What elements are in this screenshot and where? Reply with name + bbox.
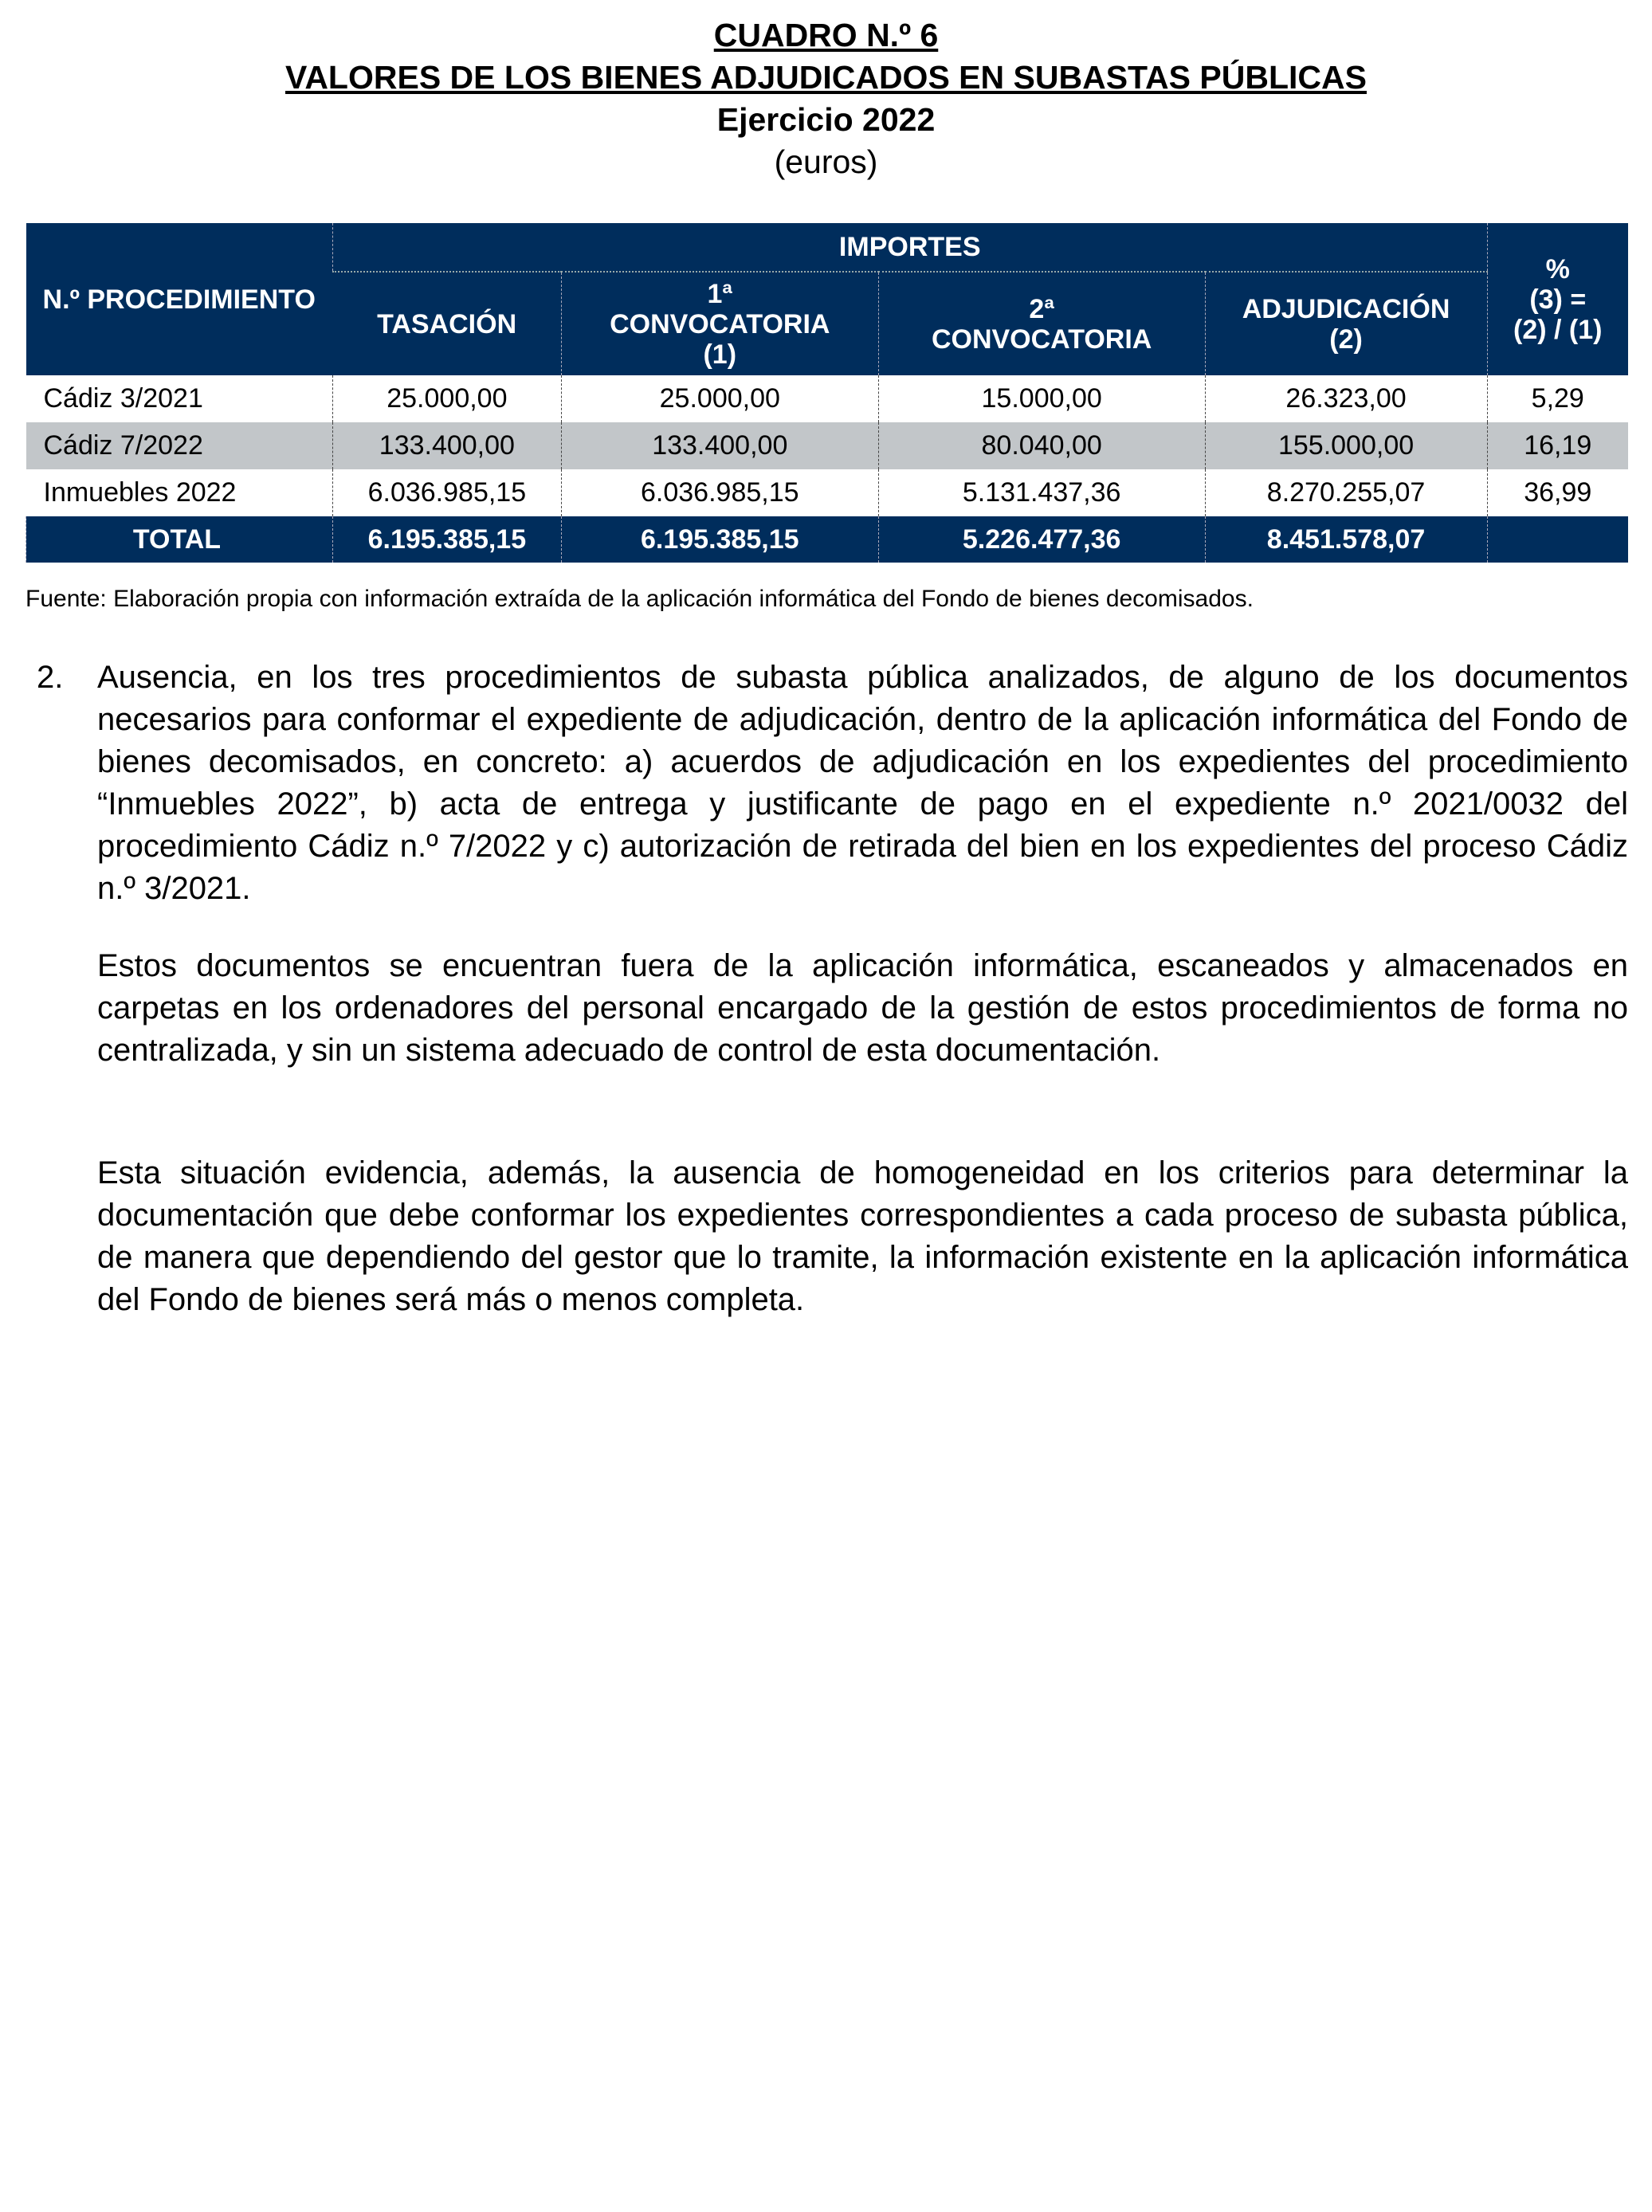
table-title: CUADRO N.º 6 <box>713 17 939 53</box>
table-row <box>26 422 1629 469</box>
conv1-line: 1ª <box>707 278 733 309</box>
table-cell: 36,99 <box>1487 469 1628 516</box>
col-header-tasacion: TASACIÓN <box>332 272 561 375</box>
table-year: Ejercicio 2022 <box>716 101 936 138</box>
total-row <box>26 516 1629 563</box>
table-cell: 5.226.477,36 <box>878 516 1205 563</box>
paragraph: Esta situación evidencia, además, la ausencia de homogeneidad en los criterios para determinar la documentación que debe conformar los expedientes correspondientes a cada proceso de subasta pública, de manera que dependiendo del gestor que lo tramite, la información existente en la aplicación informática del Fondo de bienes será más o menos completa. <box>97 1155 1628 1317</box>
col-header-adjudicacion <box>1205 272 1487 375</box>
table-cell <box>1487 516 1628 563</box>
conv2-line: CONVOCATORIA <box>931 324 1152 355</box>
col-header-percent <box>1487 223 1628 375</box>
table-cell: TOTAL <box>26 516 333 563</box>
table-cell: 15.000,00 <box>878 375 1205 422</box>
col-header-importes: IMPORTES <box>332 223 1487 272</box>
col-header-conv1 <box>561 272 878 375</box>
list-number: 2. <box>37 660 64 695</box>
table-cell: Cádiz 3/2021 <box>43 383 203 414</box>
table-cell: 6.036.985,15 <box>332 469 561 516</box>
table-unit: (euros) <box>774 143 878 180</box>
adj-line: ADJUDICACIÓN <box>1242 293 1450 324</box>
table-cell: 5,29 <box>1487 375 1628 422</box>
table-cell: 133.400,00 <box>561 422 878 469</box>
conv2-line: 2ª <box>1029 293 1054 324</box>
table-cell: 6.195.385,15 <box>561 516 878 563</box>
col-header-conv2 <box>878 272 1205 375</box>
table-row <box>26 375 1629 422</box>
table-cell: 8.451.578,07 <box>1205 516 1487 563</box>
table-cell: 16,19 <box>1487 422 1628 469</box>
table-cell: 6.036.985,15 <box>561 469 878 516</box>
table-cell: 25.000,00 <box>561 375 878 422</box>
conv1-line: CONVOCATORIA <box>610 308 830 339</box>
pct-line: (3) = <box>1529 284 1587 315</box>
pct-line: % <box>1545 253 1570 284</box>
paragraph: Ausencia, en los tres procedimientos de subasta pública analizados, de alguno de los documentos necesarios para conformar el expediente de adjudicación, dentro de la aplicación informática del Fondo de bienes decomisados, en concreto: a) acuerdos de adjudicación en los expedientes del procedimiento “Inmuebles 2022”, b) acta de entrega y justificante de pago en el expediente n.º 2021/0032 del procedimiento Cádiz n.º 7/2022 y c) autorización de retirada del bien en los expedientes del proceso Cádiz n.º 3/2021. <box>97 660 1628 906</box>
conv1-line: (1) <box>703 339 737 370</box>
table-cell: 26.323,00 <box>1205 375 1487 422</box>
pct-line: (2) / (1) <box>1513 314 1603 345</box>
table-cell: Inmuebles 2022 <box>43 477 237 508</box>
col-header-procedimiento: N.º PROCEDIMIENTO <box>26 223 333 375</box>
table-cell: Cádiz 7/2022 <box>26 422 333 469</box>
table-cell: 155.000,00 <box>1205 422 1487 469</box>
adj-line: (2) <box>1329 324 1363 355</box>
table-subtitle: VALORES DE LOS BIENES ADJUDICADOS EN SUBASTAS PÚBLICAS <box>285 59 1367 96</box>
table-cell: 6.195.385,15 <box>332 516 561 563</box>
table-cell: 25.000,00 <box>332 375 561 422</box>
paragraph: Estos documentos se encuentran fuera de la aplicación informática, escaneados y almacenados en carpetas en los ordenadores del personal encargado de la gestión de estos procedimientos de forma no centralizada, y sin un sistema adecuado de control de esta documentación. <box>97 948 1628 1068</box>
table-cell: 80.040,00 <box>878 422 1205 469</box>
source-note: Fuente: Elaboración propia con información extraída de la aplicación informática del Fondo de bienes decomisados. <box>26 586 1254 612</box>
table-row <box>26 469 1629 516</box>
table-cell: 133.400,00 <box>332 422 561 469</box>
table-cell: 5.131.437,36 <box>878 469 1205 516</box>
auction-values-table <box>26 223 1628 563</box>
table-cell: 8.270.255,07 <box>1205 469 1487 516</box>
